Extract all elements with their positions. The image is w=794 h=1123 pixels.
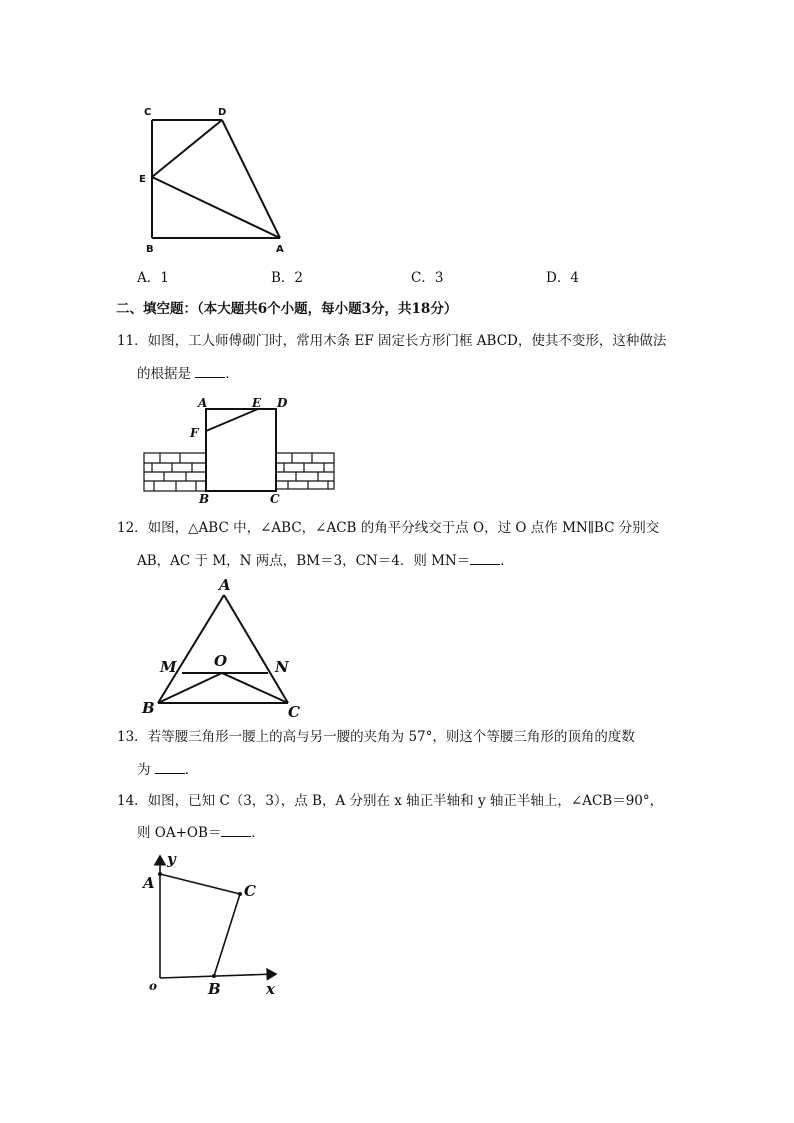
- option-b: [271, 268, 303, 288]
- figure-q14: [140, 850, 290, 1000]
- option-d-value: 4: [570, 270, 579, 286]
- option-c-value: 3: [434, 270, 444, 286]
- section-heading: 二、填空题：（本大题共6个小题，每小题3分，共18分）: [116, 301, 458, 317]
- q12-answer-blank[interactable]: [470, 550, 500, 565]
- q11-line2-text: 的根据是: [137, 366, 191, 382]
- q14-line2-text: 则 OA+OB＝: [137, 825, 222, 841]
- label-D: D: [218, 107, 227, 118]
- q11-line2-end: ．: [225, 366, 239, 382]
- figure-q11: [140, 393, 340, 505]
- q12-line2: [137, 550, 514, 571]
- q14-line2: [137, 822, 265, 843]
- q12-label-B: B: [142, 699, 155, 717]
- q14-line1: 14．如图，已知 C（3，3），点 B，A 分别在 x 轴正半轴和 y 轴正半轴上，∠ACB＝90°，: [117, 793, 664, 809]
- q14-label-A: A: [143, 874, 155, 892]
- q12-line2-text: AB，AC 于 M，N 两点，BM＝3，CN＝4．则 MN＝: [137, 553, 471, 569]
- option-d: [546, 268, 579, 288]
- option-a-value: 1: [160, 270, 169, 286]
- figure-q12: [138, 575, 308, 725]
- option-d-letter: D．: [546, 270, 571, 286]
- option-c: [411, 268, 443, 288]
- q11-label-C: C: [270, 492, 280, 506]
- q11-answer-blank[interactable]: [195, 363, 225, 378]
- label-A: A: [276, 244, 284, 255]
- q12-label-N: N: [275, 658, 289, 676]
- q14-line2-end: ．: [251, 825, 265, 841]
- label-E: E: [139, 174, 146, 185]
- q14-label-O: o: [149, 979, 158, 993]
- q13-answer-blank[interactable]: [155, 759, 185, 774]
- option-b-value: 2: [294, 270, 304, 286]
- q11-line2: [137, 363, 239, 384]
- figure-q10: [138, 100, 298, 260]
- q11-label-D: D: [277, 396, 288, 410]
- q11-label-E: E: [252, 396, 262, 410]
- option-c-letter: C．: [411, 270, 435, 286]
- q11-label-F: F: [190, 426, 199, 440]
- q14-label-y: y: [167, 850, 176, 868]
- q14-label-x: x: [266, 980, 275, 998]
- q11-line1: 11．如图，工人师傅砌门时，常用木条 EF 固定长方形门框 ABCD，使其不变形，这种做法: [117, 333, 667, 349]
- q12-label-M: M: [160, 658, 177, 676]
- q13-line1: 13．若等腰三角形一腰上的高与另一腰的夹角为 57°，则这个等腰三角形的顶角的度数: [117, 729, 635, 745]
- q12-line1: 12．如图，△ABC 中，∠ABC，∠ACB 的角平分线交于点 O，过 O 点作 MN∥BC 分别交: [117, 520, 660, 536]
- q12-label-C: C: [288, 703, 300, 721]
- label-C: C: [144, 107, 152, 118]
- q14-answer-blank[interactable]: [221, 822, 251, 837]
- q13-line2-end: ．: [184, 762, 199, 778]
- option-a: [137, 268, 169, 288]
- q12-label-A: A: [219, 576, 231, 594]
- q14-label-B: B: [208, 980, 221, 998]
- q14-label-C: C: [244, 882, 256, 900]
- q13-line2-text: 为: [137, 762, 151, 778]
- option-b-letter: B．: [271, 270, 295, 286]
- q11-label-A: A: [198, 396, 208, 410]
- q11-label-B: B: [199, 492, 210, 506]
- label-B: B: [146, 244, 154, 255]
- q12-line2-end: ．: [500, 553, 514, 569]
- option-a-letter: A．: [137, 270, 161, 286]
- q13-line2: [137, 759, 198, 780]
- q12-label-O: O: [214, 652, 228, 670]
